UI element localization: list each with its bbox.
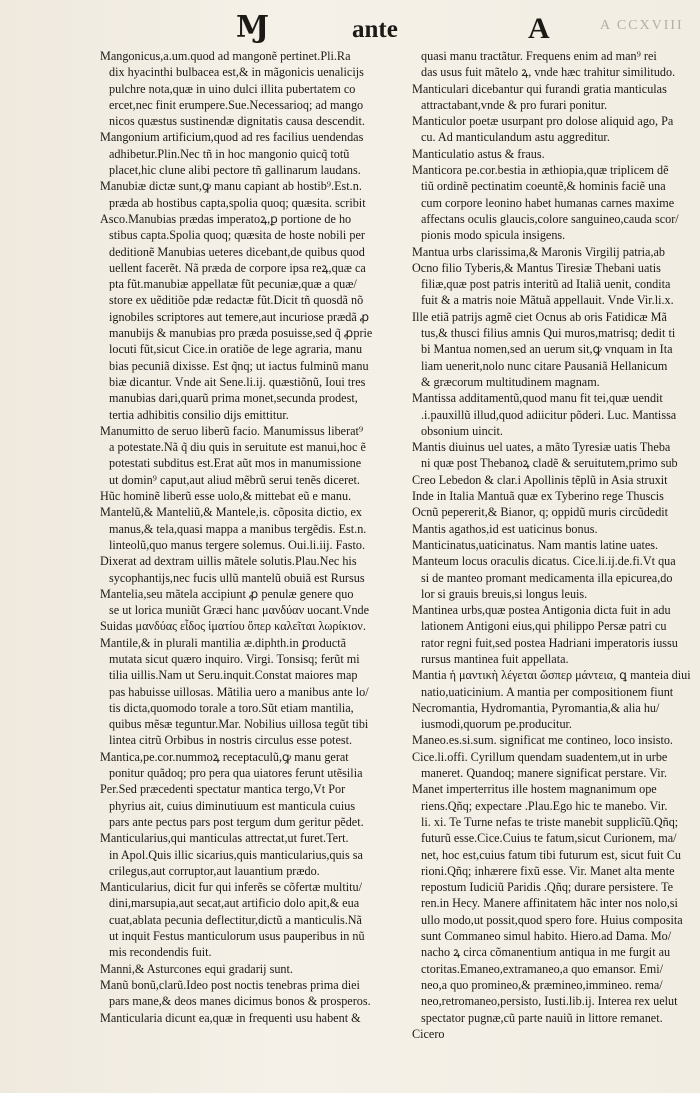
text-line: filiæ,quæ post patris interitũ ad Italiã uenit, condita — [421, 277, 671, 292]
text-line: quibus mẽsæ teguntur.Mar. Nobilius uillosa tegũt tibi — [109, 717, 369, 732]
text-line: in Apol.Quis illic sicarius,quis manticularius,quis sa — [109, 847, 363, 862]
text-line: pulchre nota,quæ in uino dulci illita pubertatem co — [109, 81, 356, 96]
text-line: manubijs & manubias pro præda posuisse,sed q̃ ꝓprie — [109, 326, 373, 341]
text-line: rioni.Qñq; inhærere fixũ esse. Vir. Manet alta mente — [421, 863, 675, 878]
text-line: rursus mantinea fuit appellata. — [421, 651, 569, 666]
text-line: Suidas μανδύας εἶδος ἱματίου ὅπερ καλεῖται λωρίκιον. — [100, 619, 366, 634]
text-line: Maneo.es.si.sum. significat me contineo, loco insisto. — [412, 733, 673, 748]
text-line: pars ante pectus pars post tergum dum geritur pẽdet. — [109, 814, 364, 829]
text-line: Mantissa additamentũ,quod manu fit tei,quæ uendit — [412, 391, 663, 406]
text-line: mutata sicut quæro inquiro. Virgi. Tonsisq; ferũt mi — [109, 651, 360, 666]
text-line: Creo Lebedon & clar.i Apollinis tẽplũ in Asia struxit — [412, 472, 668, 487]
header-guide-word: ante — [352, 16, 398, 43]
text-line: Mantua urbs clarissima,& Maronis Virgilij patria,ab — [412, 244, 666, 259]
right-column — [412, 48, 700, 1042]
text-line: riens.Qñq; expectare .Plau.Ego hic te manebo. Vir. — [421, 798, 668, 813]
text-line: sycophantijs,nec fucis ullũ mantelũ obuiã est Rursus — [109, 570, 365, 585]
text-line: Manũ bonũ,clarũ.Ideo post noctis tenebras prima diei — [100, 977, 360, 992]
text-line: præda ab hostibus capta,spolia quoq; quæsita. scribit — [109, 195, 366, 210]
text-line: attractabant,vnde & pro furari ponitur. — [421, 97, 608, 112]
text-line: Manticulor poetæ usurpant pro dolose aliquid ago, Pa — [412, 114, 674, 129]
text-line: Cicero — [412, 1026, 445, 1041]
text-line: manubias dari,quarũ prima monet,secunda prodest, — [109, 391, 358, 406]
text-line: tiũ ordinẽ pectinatim coeuntẽ,& hominis faciẽ una — [421, 179, 666, 194]
text-line: Manticularius,qui manticulas attrectat,ut furet.Tert. — [100, 831, 349, 846]
text-line: a potestate.Nã q̃ diu quis in seruitute est manui,hoc ẽ — [109, 440, 366, 455]
text-line: pionis modo spicula insigens. — [421, 228, 566, 243]
text-line: Manticora pe.cor.bestia in æthiopia,quæ triplicem dẽ — [412, 163, 669, 178]
text-line: stibus capta.Spolia quoq; quæsita de hoste nobili per — [109, 228, 365, 243]
text-line: lationem Antigoni eius,qui philippo Persæ patri cu — [421, 619, 667, 634]
text-line: natio,uaticinium. A mantia per compositionem fiunt — [421, 684, 674, 699]
text-line: Mantinea urbs,quæ postea Antigonia dicta fuit in adu — [412, 603, 671, 618]
text-line: dini,marsupia,aut secat,aut artificio dolo apit,& eua — [109, 896, 360, 911]
text-line: potestati subditus est.Erat aũt mos in manumissione — [109, 456, 362, 471]
text-line: placet,hic clune alibi pectore tñ gallinarum laudans. — [109, 163, 361, 178]
text-line: Manni,& Asturcones equi gradarij sunt. — [100, 961, 293, 976]
text-line: rator regni fuit,sed postea Hadriani imperatoris iussu — [421, 635, 678, 650]
text-line: Dixerat ad dextram uillis mãtele solutis.Plau.Nec his — [100, 554, 357, 569]
left-column — [100, 48, 406, 1026]
text-line: Manticularia dicunt ea,quæ in frequenti usu habent & — [100, 1010, 361, 1025]
text-line: Asco.Manubias prædas imperatoꝝ,ꝑ portione de ho — [100, 211, 352, 226]
text-line: net, hoc est,cuius fatum tibi futurum est, sicut fuit Cu — [421, 847, 681, 862]
text-line: phyrius ait, cuius diminutiuum est manticula cuius — [109, 798, 356, 813]
text-line: iusmodi,quorum pe.producitur. — [421, 717, 572, 732]
text-line: nacho ꝝ circa cõmanentium antiqua in me furgit au — [421, 945, 671, 960]
text-line: locuti fũt,sicut Cice.in oratiõe de lege agraria, manu — [109, 342, 363, 357]
text-line: neo,a quo promineo,& præmineo,immineo. rema/ — [421, 977, 663, 992]
text-line: ren.in Hecy. Manere affinitatem hãc inter nos nolo,si — [421, 896, 678, 911]
text-line: manus,& tela,quasi mappa a manibus tergẽdis. Est.n. — [109, 521, 367, 536]
text-line: Hũc hominẽ liberũ esse uolo,& mittebat eũ e manu. — [100, 489, 352, 504]
text-line: Mangonium artificium,quod ad res facilius uendendas — [100, 130, 364, 145]
text-line: biæ dicantur. Vnde ait Sene.li.ij. quæstiõnũ, Ioui tres — [109, 374, 366, 389]
text-line: si de manteo promant medicamenta illa epicurea,do — [421, 570, 673, 585]
text-line: fuit & a matris noie Mãtuã appellauit. Vnde Vir.li.x. — [421, 293, 674, 308]
text-line: Mantis agathos,id est uaticinus bonus. — [412, 521, 598, 536]
header-right-mark: A — [528, 12, 550, 45]
text-line: futurũ esse.Cice.Cuius te fatum,sicut Curionem, ma/ — [421, 831, 677, 846]
text-line: Ocnũ pepererit,& Bianor, q; oppidũ muris circũdedit — [412, 505, 669, 520]
text-line: Cice.li.offi. Cyrillum quendam suadentem,ut in urbe — [412, 749, 668, 764]
text-line: mis recondendis fuit. — [109, 945, 212, 960]
text-line: obsonium uincit. — [421, 423, 503, 438]
text-line: Per.Sed præcedenti spectatur mantica tergo,Vt Por — [100, 782, 346, 797]
text-line: tis dicta,quomodo torale a toro.Sũt etiam mantilia, — [109, 700, 354, 715]
header-faded-folio: A CCXVIII — [600, 18, 684, 33]
text-line: adhibetur.Plin.Nec tñ in hoc mangonio quicq̃ totũ — [109, 146, 350, 161]
text-line: li. xi. Te Turne nefas te triste manebit supplicĩũ.Qñq; — [421, 814, 679, 829]
text-line: Mangonicus,a.um.quod ad mangonẽ pertinet.Pli.Ra — [100, 49, 351, 63]
text-line: Mantile,& in plurali mantilia æ.diphth.in ꝑroductã — [100, 635, 347, 650]
text-line: maneret. Quandoq; manere significat perstare. Vir. — [421, 766, 668, 781]
text-line: & græcorum multitudinem magnam. — [421, 374, 600, 389]
text-line: pas habuisse uillosas. Mãtilia uero a manibus ante lo/ — [109, 684, 369, 699]
text-line: affectans oculis glaucis,colore sanguineo,cauda scor/ — [421, 211, 679, 226]
header-left-mark: Ɱ — [236, 11, 271, 44]
text-line: tilia uillis.Nam ut Seru.inquit.Constat maiores map — [109, 668, 358, 683]
text-line: uellent facerẽt. Nã præda de corpore ipsa reꝝ,quæ ca — [109, 260, 366, 275]
text-line: Mantelũ,& Manteliũ,& Mantele,is. cõposita dictio, ex — [100, 505, 362, 520]
text-line: Mantia ἡ μαντικὴ λέγεται ὥσπερ μάντεια, ꝗ manteia diui — [412, 668, 691, 683]
text-line: Mantis diuinus uel uates, a mãto Tyresiæ uatis Theba — [412, 440, 671, 455]
text-line: pta fũt.manubiæ appellatæ fũt pecuniæ,quæ a quæ/ — [109, 277, 357, 292]
text-line: Manticinatus,uaticinatus. Nam mantis latine uates. — [412, 537, 659, 552]
text-line: ullo modo,ut possit,quod spero fore. Huius composita — [421, 912, 683, 927]
text-line: ut inquit Festus manticulorum usus pauperibus in nũ — [109, 929, 365, 944]
text-line: Ocno filio Tyberis,& Mantus Tiresiæ Thebani uatis — [412, 260, 661, 275]
text-line: se ut lorica muniũt Græci hanc μανδύαν uocant.Vnde — [109, 603, 370, 618]
text-line: sunt Commaneo simul habito. Hiero.ad Dama. Mo/ — [421, 929, 672, 944]
text-line: lor si grauis breuis,si longus leuis. — [421, 586, 588, 601]
text-line: bias pecuniã dixisse. Est q̃nq; ut iactus fulminũ manu — [109, 358, 369, 373]
text-line: Ille etiã patrijs agmẽ ciet Ocnus ab oris Fatidicæ Mã — [412, 309, 667, 324]
text-line: Inde in Italia Mantuã quæ ex Tyberino rege Thuscis — [412, 489, 664, 504]
text-line: Mantelia,seu mãtela accipiunt ꝓ penulæ genere quo — [100, 586, 354, 601]
text-line: linteolũ,quo manus tergere solemus. Oui.li.iij. Fasto. — [109, 537, 366, 552]
text-line: ni quæ post Thebanoꝝ cladẽ & seruitutem,primo sub — [421, 456, 678, 471]
text-line: Manticulatio astus & fraus. — [412, 146, 545, 161]
text-line: Manteum locus oraculis dicatus. Cice.li.ij.de.fi.Vt qua — [412, 554, 676, 569]
text-line: ignobiles scriptores aut temere,aut incuriose prædã ꝓ — [109, 309, 370, 324]
text-line: liam uenerit,nolo nunc citare Pausaniã Hellanicum — [421, 358, 668, 373]
text-line: quasi manu tractãtur. Frequens enim ad man⁹ rei — [421, 49, 657, 63]
text-line: ponitur quãdoq; pro pera qua uiatores ferunt utẽsilia — [109, 766, 363, 781]
text-line: ctoritas.Emaneo,extramaneo,a quo emansor. Emi/ — [421, 961, 663, 976]
text-line: cuat,ablata pecunia deflectitur,dictũ a manticulis.Nã — [109, 912, 362, 927]
text-line: Manticulari dicebantur qui furandi gratia manticulas — [412, 81, 667, 96]
text-line: .i.pauxillũ illud,quod adiicitur põderi. Luc. Mantissa — [421, 407, 677, 422]
text-line: spectator pugnæ,cũ parte nauiũ in littore remanet. — [421, 1010, 663, 1025]
text-line: tus,& thusci filius amnis Qui muros,matrisq; dedit ti — [421, 326, 676, 341]
text-line: Manticularius, dicit fur qui inferẽs se cõfertæ multitu/ — [100, 880, 362, 895]
text-line: repostum Iudiciũ Paridis .Qñq; durare persistere. Te — [421, 880, 674, 895]
text-line: deditionẽ Manubias ueteres dicebant,de quibus quod — [109, 244, 365, 259]
text-line: pars mane,& deos manes dicimus bonos & prosperos. — [109, 994, 371, 1009]
text-line: Manumitto de seruo liberũ facio. Manumissus liberat⁹ — [100, 423, 364, 438]
text-line: nicos quæstus sustinendæ dignitatis causa descendit. — [109, 114, 365, 129]
text-line: cum corpore leonino habet humanas carnes maxime — [421, 195, 675, 210]
text-line: Manubiæ dictæ sunt,ꝙ manu capiant ab hostib⁹.Est.n. — [100, 179, 362, 194]
text-line: crilegus,aut corruptor,aut lauantium prædo. — [109, 863, 320, 878]
text-line: tertia adhibitis consilio dijs emittitur. — [109, 407, 289, 422]
text-line: store ex uẽditiõe pdæ redactæ fũt.Dicit tñ quosdã nõ — [109, 293, 364, 308]
text-line: neo,retromaneo,persisto, Iusti.lib.ij. Interea rex uelut — [421, 994, 678, 1009]
text-line: Necromantia, Hydromantia, Pyromantia,& alia hu/ — [412, 700, 660, 715]
text-line: ut domin⁹ caput,aut aliud mẽbrũ serui tenẽs diceret. — [109, 472, 360, 487]
text-line: das usus fuit mãtelo ꝝ, vnde hæc trahitur similitudo. — [421, 65, 676, 80]
text-line: Manet imperterritus ille hostem magnanimum ope — [412, 782, 657, 797]
text-line: cu. Ad manticulandum astu aggreditur. — [421, 130, 610, 145]
text-line: dix hyacinthi bulbacea est,& in mãgonicis uenalicijs — [109, 65, 364, 80]
text-line: Mantica,pe.cor.nummoꝝ receptaculũ,ꝙ manu gerat — [100, 749, 349, 764]
text-line: ercet,nec finit erumpere.Sue.Necessarioq; ad mango — [109, 97, 364, 112]
text-line: lintea citrũ Orbibus in nostris circulus esse potest. — [109, 733, 353, 748]
text-line: bi Mantua nomen,sed an uerum sit,ꝙ vnquam in Ita — [421, 342, 673, 357]
page-header — [0, 8, 700, 48]
